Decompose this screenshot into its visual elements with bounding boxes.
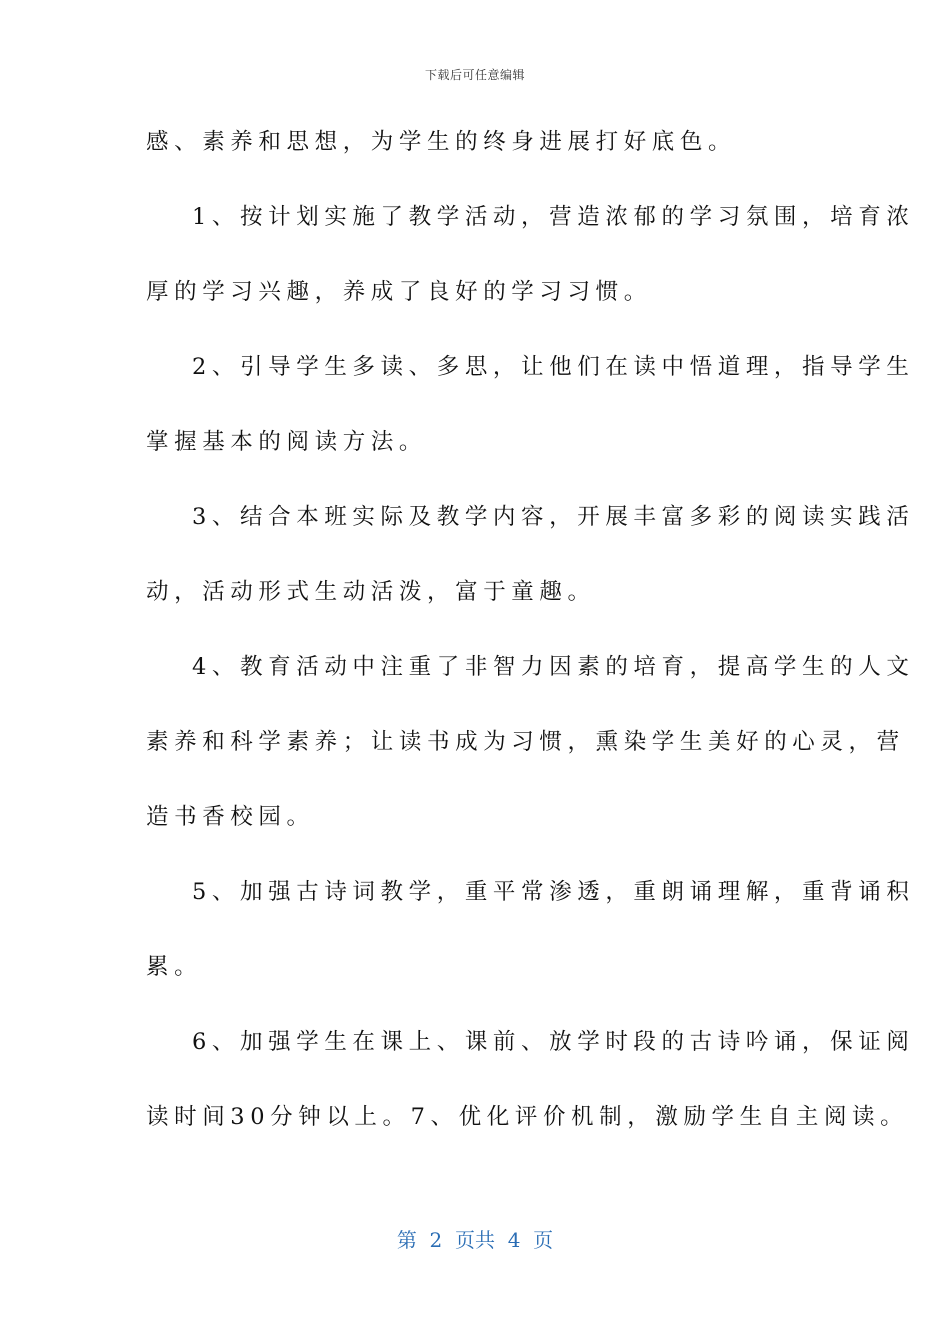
list-item-6-line: 6、加强学生在课上、课前、放学时段的古诗吟诵，保证阅 [192,1029,915,1055]
text-line: 感、素养和思想，为学生的终身进展打好底色。 [146,129,737,155]
list-item-3-continuation: 动，活动形式生动活泼，富于童趣。 [146,579,596,605]
list-item-5-continuation: 累。 [146,954,203,980]
list-item-4-continuation: 造书香校园。 [146,804,315,830]
header-note: 下载后可任意编辑 [424,68,525,82]
list-item-4-continuation: 素养和科学素养；让读书成为习惯，熏染学生美好的心灵，营 [146,729,905,755]
list-item-1-line: 1、按计划实施了教学活动，营造浓郁的学习氛围，培育浓 [192,204,915,230]
list-item-6-continuation: 读时间30分钟以上。7、优化评价机制，激励学生自主阅读。 [146,1104,909,1130]
list-item-4-line: 4、教育活动中注重了非智力因素的培育，提高学生的人文 [192,654,915,680]
document-body [146,124,915,1174]
list-item-5-line: 5、加强古诗词教学，重平常渗透，重朗诵理解，重背诵积 [192,879,915,905]
page-number-footer: 第 2 页共 4 页 [396,1228,554,1252]
list-item-2-line: 2、引导学生多读、多思，让他们在读中悟道理，指导学生 [192,354,915,380]
list-item-2-continuation: 掌握基本的阅读方法。 [146,429,428,455]
list-item-3-line: 3、结合本班实际及教学内容，开展丰富多彩的阅读实践活 [192,504,915,530]
list-item-1-continuation: 厚的学习兴趣，养成了良好的学习习惯。 [146,279,652,305]
